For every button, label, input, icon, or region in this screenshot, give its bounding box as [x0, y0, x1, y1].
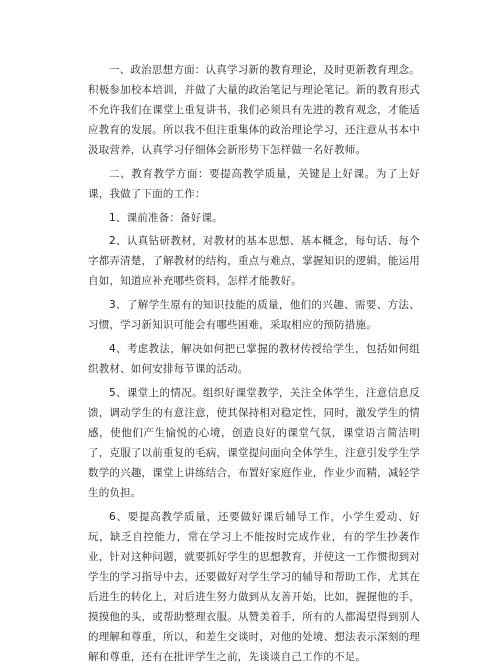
paragraph-item-6: 6、要提高教学质量，还要做好课后辅导工作，小学生爱动、好玩，缺乏自控能力，常在学习上不能按时完成作业，有的学生抄袭作业，针对这种问题，就要抓好学生的思想教育，并使这一工作惯彻到对学生的学习指导中去，还要做好对学生学习的辅导和帮助工作，尤其在后进生的转化上，对后进生努力做到从友善开始，比如，握握他的手，摸摸他的头，或帮助整理衣服。从赞美着手，所有的人都渴望得到别人的理解和尊重，所以，和差生交谈时，对他的处境、想法表示深刻的理解和尊重，还有在批评学生之前，先谈谈自己工作的不足。 — [88, 511, 420, 663]
paragraph-teaching: 二、教育教学方面：要提高教学质量，关键是上好课。为了上好课，我做了下面的工作： — [88, 168, 420, 200]
document-body — [88, 60, 420, 671]
paragraph-item-1: 1、课前准备：备好课。 — [109, 212, 223, 224]
paragraph-item-4: 4、考虑教法，解决如何把已掌握的教材传授给学生，包括如何组织教材、如何安排每节课的活动。 — [88, 343, 420, 375]
paragraph-item-5: 5、课堂上的情况。组织好课堂教学，关注全体学生，注意信息反馈，调动学生的有意注意，使其保持相对稳定性，同时，激发学生的情感，使他们产生愉悦的心境，创造良好的课堂气氛，课堂语言简洁明了，克服了以前重复的毛病，课堂提问面向全体学生，注意引发学生学数学的兴趣，课堂上讲练结合，布置好家庭作业，作业少而精，减轻学生的负担。 — [88, 387, 420, 499]
paragraph-item-2: 2、认真钻研教材，对教材的基本思想、基本概念，每句话、每个字都弄清楚，了解教材的结构，重点与难点，掌握知识的逻辑，能运用自如，知道应补充哪些资料，怎样才能教好。 — [88, 235, 420, 287]
paragraph-political: 一、政治思想方面：认真学习新的教育理论，及时更新教育理念。积极参加校本培训，并做了大量的政治笔记与理论笔记。新的教育形式不允许我们在课堂上重复讲书，我们必须具有先进的教育观念，才能适应教育的发展。所以我不但注重集体的政治理论学习，还注意从书本中汲取营养，认真学习仔细体会新形势下怎样做一名好教师。 — [88, 64, 420, 156]
paragraph-item-3: 3、了解学生原有的知识技能的质量，他们的兴趣、需要、方法、习惯，学习新知识可能会有哪些困难，采取相应的预防措施。 — [88, 299, 420, 331]
